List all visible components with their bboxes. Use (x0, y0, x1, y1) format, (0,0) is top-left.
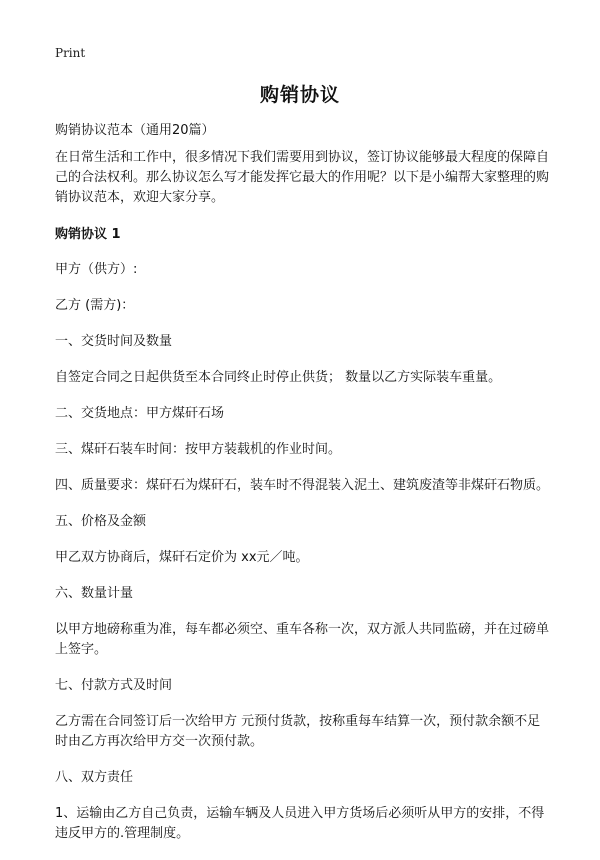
section-heading: 购销协议 1 (55, 227, 121, 242)
document-subtitle: 购销协议范本（通用20篇） (55, 123, 215, 138)
clause-5-heading: 五、价格及金额 (55, 514, 147, 529)
print-link[interactable]: Print (55, 46, 86, 60)
document-body (55, 121, 553, 860)
clause-8-heading: 八、双方责任 (55, 770, 134, 785)
clause-4-text: 四、质量要求：煤矸石为煤矸石，装车时不得混装入泥土、建筑废渣等非煤矸石物质。 (55, 478, 550, 493)
clause-6-heading: 六、数量计量 (55, 586, 134, 601)
clause-7-heading: 七、付款方式及时间 (55, 678, 173, 693)
clause-8-item-1: 1、运输由乙方自己负责，运输车辆及人员进入甲方货场后必须听从甲方的安排，不得违反甲方的.管理制度。 (55, 806, 545, 841)
clause-6-text: 以甲方地磅称重为准，每车都必须空、重车各称一次，双方派人共同监磅，并在过磅单上签字。 (55, 622, 550, 657)
clause-1-text: 自签定合同之日起供货至本合同终止时停止供货； 数量以乙方实际装车重量。 (55, 370, 502, 385)
party-a-line: 甲方（供方）: (55, 262, 138, 277)
intro-paragraph: 在日常生活和工作中，很多情况下我们需要用到协议，签订协议能够最大程度的保障自己的合法权利。那么协议怎么写才能发挥它最大的作用呢？以下是小编帮大家整理的购销协议范本，欢迎大家分享。 (55, 150, 550, 205)
clause-7-text: 乙方需在合同签订后一次给甲方 元预付货款，按称重每车结算一次，预付款余额不足时由乙方再次给甲方交一次预付款。 (55, 714, 541, 749)
page-title: 购销协议 (259, 84, 340, 106)
clause-5-text: 甲乙双方协商后，煤矸石定价为 xx元／吨。 (55, 550, 309, 565)
party-b-line: 乙方 (需方)： (55, 298, 135, 313)
clause-3-text: 三、煤矸石装车时间：按甲方装载机的作业时间。 (55, 442, 342, 457)
clause-1-heading: 一、交货时间及数量 (55, 334, 173, 349)
clause-2-text: 二、交货地点：甲方煤矸石场 (55, 406, 225, 421)
